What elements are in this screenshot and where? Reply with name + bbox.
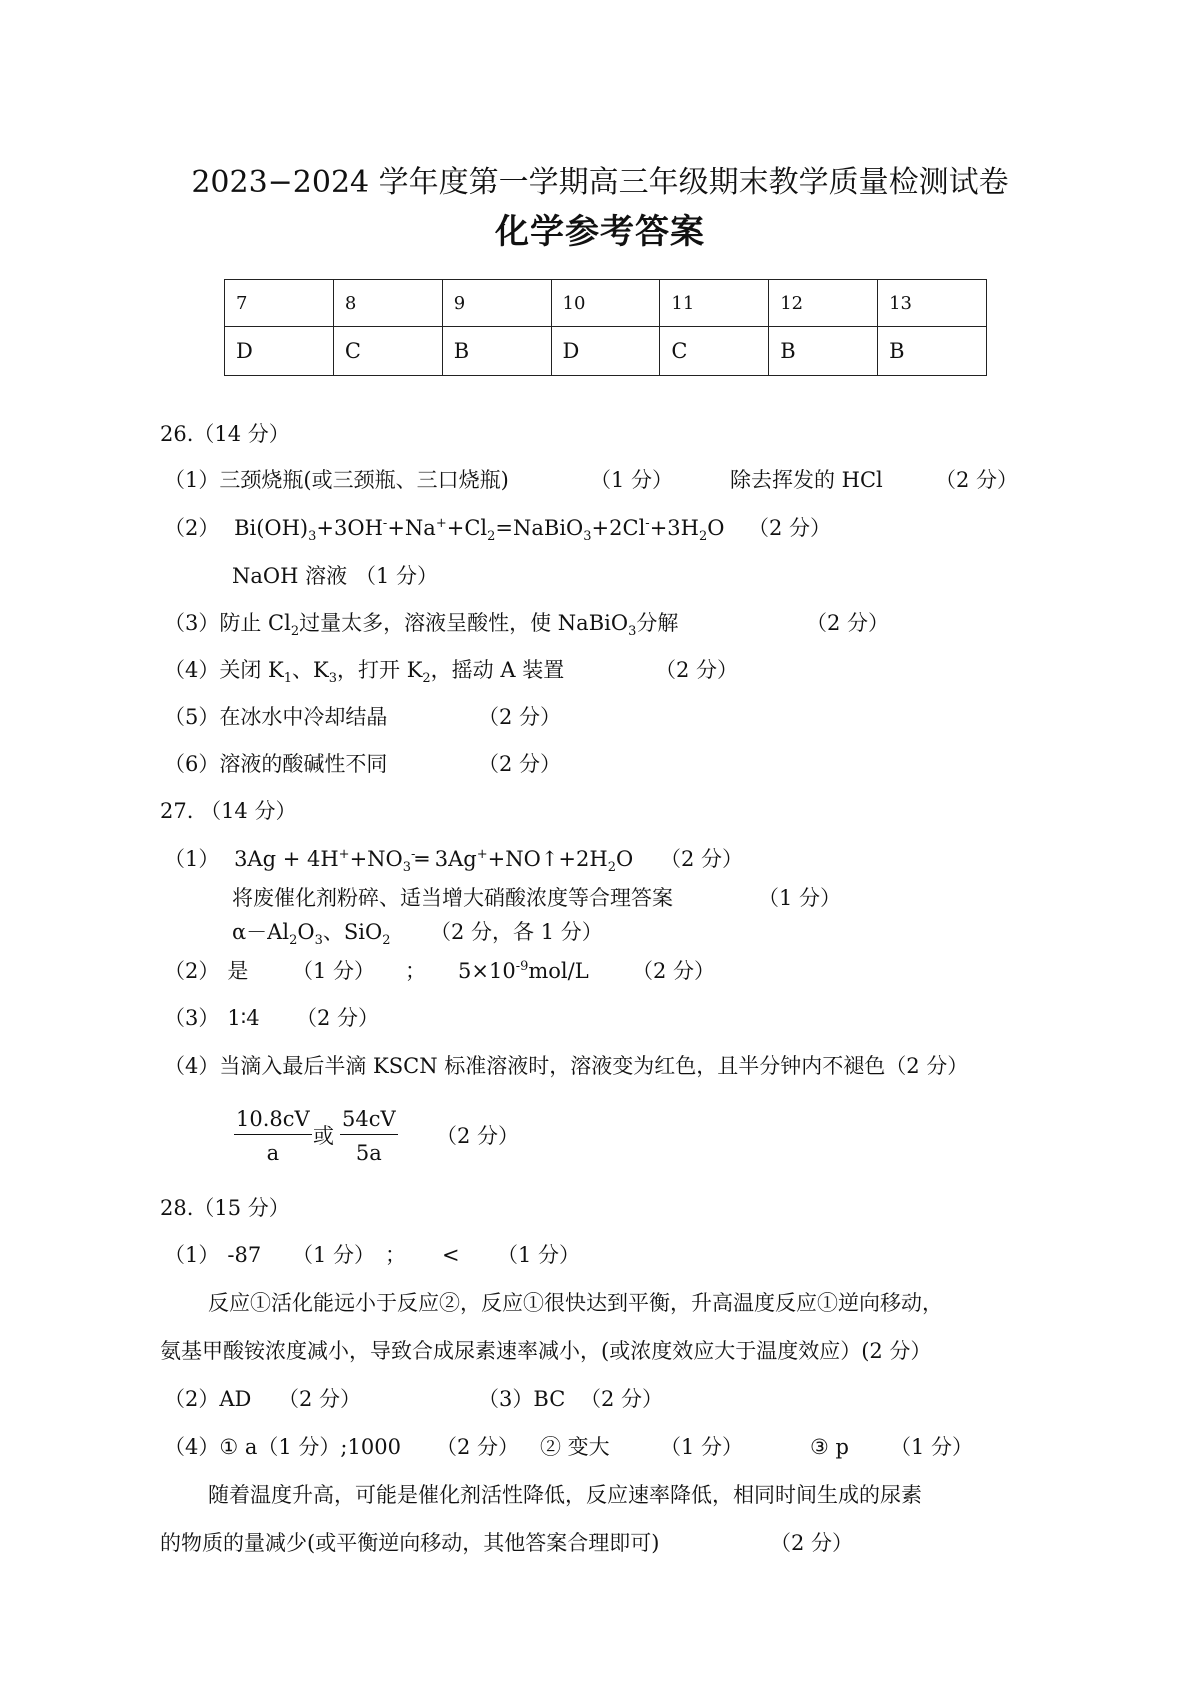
q28-heading: 28.（15 分） xyxy=(160,1196,290,1220)
eq-sub: 3 xyxy=(328,671,338,687)
answer-text: ，打开 K xyxy=(337,658,423,682)
answer-text: α－Al xyxy=(232,920,290,944)
table-row-numbers xyxy=(225,280,987,327)
part-label: （2） xyxy=(164,516,220,540)
score: （2 分） xyxy=(278,1387,362,1411)
fraction-denominator: 5a xyxy=(355,1141,382,1165)
table-cell-number: 9 xyxy=(442,280,551,327)
q27-part1 xyxy=(164,847,634,876)
score: （2 分） xyxy=(296,1006,380,1030)
answer-text: 、K xyxy=(292,658,329,682)
score: （1 分） xyxy=(758,886,842,910)
table-cell-number: 12 xyxy=(769,280,878,327)
answer-text: 在冰水中冷却结晶 xyxy=(219,705,388,729)
q26-part3 xyxy=(164,611,679,640)
q26-heading: 26.（14 分） xyxy=(160,422,290,446)
eq-text: +Cl xyxy=(446,516,488,540)
answer-text: -87 xyxy=(227,1243,262,1267)
part-label: （1） xyxy=(164,468,220,492)
eq-sub: 3 xyxy=(308,529,317,545)
q28-part2 xyxy=(164,1389,251,1410)
answer-value xyxy=(458,961,589,982)
explanation-line: 的物质的量减少(或平衡逆向移动，其他答案合理即可) xyxy=(160,1531,660,1555)
score: （2 分） xyxy=(436,1435,520,1459)
q27-part1-c xyxy=(232,920,391,949)
eq-text: 3Ag + 4H xyxy=(234,847,339,871)
score: （2 分） xyxy=(935,468,1019,492)
fraction-1 xyxy=(234,1107,312,1165)
exam-title: 2023−2024 学年度第一学期高三年级期末教学质量检测试卷 xyxy=(191,165,1009,200)
eq-text: +3OH xyxy=(316,516,383,540)
eq-sub: 2 xyxy=(607,860,616,876)
q27-part2 xyxy=(164,961,248,982)
table-cell-answer: D xyxy=(551,327,660,376)
answer-text: 三颈烧瓶(或三颈瓶、三口烧瓶) xyxy=(219,468,509,492)
score: （1 分） xyxy=(890,1435,974,1459)
eq-text: =NaBiO xyxy=(495,516,584,540)
fraction-numerator: 10.8cV xyxy=(234,1107,312,1135)
eq-sub: 1 xyxy=(283,671,293,687)
chemical-equation xyxy=(234,516,725,545)
score: （2 分） xyxy=(632,959,716,983)
eq-sub: 2 xyxy=(487,529,496,545)
eq-sub: 2 xyxy=(698,529,708,545)
part-label: （3） xyxy=(164,1006,220,1030)
table-cell-answer: C xyxy=(660,327,769,376)
score: （2 分） xyxy=(655,658,739,682)
part-label: （6） xyxy=(164,752,220,776)
score: （2 分） xyxy=(478,752,562,776)
eq-text: +NO↑+2H xyxy=(487,847,608,871)
fraction-numerator: 54cV xyxy=(340,1107,398,1135)
part-label: （4） xyxy=(164,658,220,682)
answer-text: 将废催化剂粉碎、适当增大硝酸浓度等合理答案 xyxy=(232,886,673,910)
score: （2 分，各 1 分） xyxy=(430,920,603,944)
answer-text: 、SiO xyxy=(322,920,383,944)
eq-sub: 2 xyxy=(422,671,431,687)
fraction-2 xyxy=(340,1107,398,1165)
or-text: 或 xyxy=(313,1124,334,1148)
score: （1 分） xyxy=(590,468,674,492)
table-cell-answer: B xyxy=(442,327,551,376)
score: （2 分） xyxy=(806,611,890,635)
table-cell-number: 7 xyxy=(225,280,334,327)
table-cell-answer: D xyxy=(225,327,334,376)
answer-text: ③ p xyxy=(810,1435,849,1459)
choice-answer-table xyxy=(224,279,987,376)
eq-sub: 2 xyxy=(289,933,298,949)
part-label: （5） xyxy=(164,705,220,729)
q26-part2 xyxy=(164,516,725,545)
answer-text: 是 xyxy=(227,959,249,983)
separator: ； xyxy=(405,959,426,983)
q28-part1 xyxy=(164,1245,261,1266)
eq-sub: 3 xyxy=(628,624,637,640)
score: （1 分） xyxy=(497,1243,581,1267)
answer-text: O xyxy=(297,920,315,944)
eq-text: ═ 3Ag xyxy=(415,847,477,871)
answer-text: ② 变大 xyxy=(540,1435,610,1459)
part-label: （4） xyxy=(164,1435,220,1459)
table-cell-number: 11 xyxy=(660,280,769,327)
eq-sup: + xyxy=(435,516,447,531)
answer-text: < xyxy=(442,1243,460,1267)
part-label: （3） xyxy=(478,1387,534,1411)
eq-text: +Na xyxy=(387,516,436,540)
answer-text: ，摇动 A 装置 xyxy=(430,658,565,682)
eq-sub: 3 xyxy=(314,933,323,949)
chemical-equation xyxy=(234,847,634,876)
exam-subtitle: 化学参考答案 xyxy=(495,212,705,252)
answer-text: ① a（1 分）;1000 xyxy=(219,1435,401,1459)
part-label: （4） xyxy=(164,1054,220,1078)
q28-part4 xyxy=(164,1437,401,1458)
table-cell-number: 10 xyxy=(551,280,660,327)
score: （2 分） xyxy=(478,705,562,729)
table-row-answers xyxy=(225,327,987,376)
score: （2 分） xyxy=(748,516,832,540)
q26-part4 xyxy=(164,658,565,687)
answer-text: 溶液的酸碱性不同 xyxy=(219,752,388,776)
eq-sub: 2 xyxy=(382,933,391,949)
eq-text: +3H xyxy=(649,516,699,540)
q26-part5 xyxy=(164,707,387,728)
fraction-denominator: a xyxy=(266,1141,280,1165)
eq-text: Bi(OH) xyxy=(234,516,309,540)
part-label: （2） xyxy=(164,959,220,983)
q26-part6 xyxy=(164,754,387,775)
answer-text: mol/L xyxy=(528,959,589,983)
q27-part4 xyxy=(164,1056,968,1077)
score: （1 分） xyxy=(660,1435,744,1459)
eq-text: +NO xyxy=(349,847,403,871)
explanation-line: 随着温度升高，可能是催化剂活性降低，反应速率降低，相同时间生成的尿素 xyxy=(208,1483,922,1507)
part-label: （2） xyxy=(164,1387,220,1411)
part-label: （1） xyxy=(164,1243,220,1267)
eq-sup: -9 xyxy=(515,959,529,974)
answer-text: 1∶4 xyxy=(227,1006,260,1030)
eq-sup: + xyxy=(338,847,350,862)
q27-part3 xyxy=(164,1008,260,1029)
answer-text: 5×10 xyxy=(458,959,516,983)
answer-text: AD xyxy=(219,1387,252,1411)
q27-heading: 27. （14 分） xyxy=(160,799,297,823)
answer-text: 关闭 K xyxy=(219,658,284,682)
answer-text: NaOH 溶液 xyxy=(232,564,348,588)
eq-sub: 3 xyxy=(402,860,412,876)
score: （1 分） xyxy=(355,564,439,588)
score: （1 分） xyxy=(292,959,376,983)
eq-sup: - xyxy=(645,516,650,531)
answer-text: BC xyxy=(533,1387,566,1411)
score: （2 分） xyxy=(436,1124,520,1148)
eq-sup: - xyxy=(382,516,388,531)
eq-text: O xyxy=(707,516,725,540)
answer-text: 除去挥发的 HCl xyxy=(730,468,883,492)
table-cell-answer: B xyxy=(769,327,878,376)
separator: ； xyxy=(385,1243,406,1267)
eq-sup: + xyxy=(476,847,488,862)
explanation-line: 氨基甲酸铵浓度减小，导致合成尿素速率减小，(或浓度效应大于温度效应）(2 分） xyxy=(160,1339,932,1363)
explanation-line: 反应①活化能远小于反应②，反应①很快达到平衡，升高温度反应①逆向移动， xyxy=(208,1291,943,1315)
eq-sub: 2 xyxy=(290,624,300,640)
score: （2 分） xyxy=(660,847,744,871)
answer-text: 防止 Cl xyxy=(219,611,291,635)
table-cell-number: 13 xyxy=(878,280,987,327)
q28-part3 xyxy=(478,1389,565,1410)
answer-text: 当滴入最后半滴 KSCN 标准溶液时，溶液变为红色，且半分钟内不褪色（2 分） xyxy=(219,1054,969,1078)
table-cell-answer: B xyxy=(878,327,987,376)
score: （1 分） xyxy=(292,1243,376,1267)
part-label: （3） xyxy=(164,611,220,635)
score: （2 分） xyxy=(580,1387,664,1411)
part-label: （1） xyxy=(164,847,220,871)
table-cell-number: 8 xyxy=(333,280,442,327)
answer-text: 分解 xyxy=(636,611,679,635)
q26-part1 xyxy=(164,470,509,491)
eq-text: +2Cl xyxy=(591,516,646,540)
answer-text: 过量太多，溶液呈酸性，使 NaBiO xyxy=(299,611,629,635)
eq-sup: - xyxy=(411,847,416,862)
eq-text: O xyxy=(615,847,634,871)
score: （2 分） xyxy=(770,1531,854,1555)
table-cell-answer: C xyxy=(333,327,442,376)
eq-sub: 3 xyxy=(583,529,592,545)
